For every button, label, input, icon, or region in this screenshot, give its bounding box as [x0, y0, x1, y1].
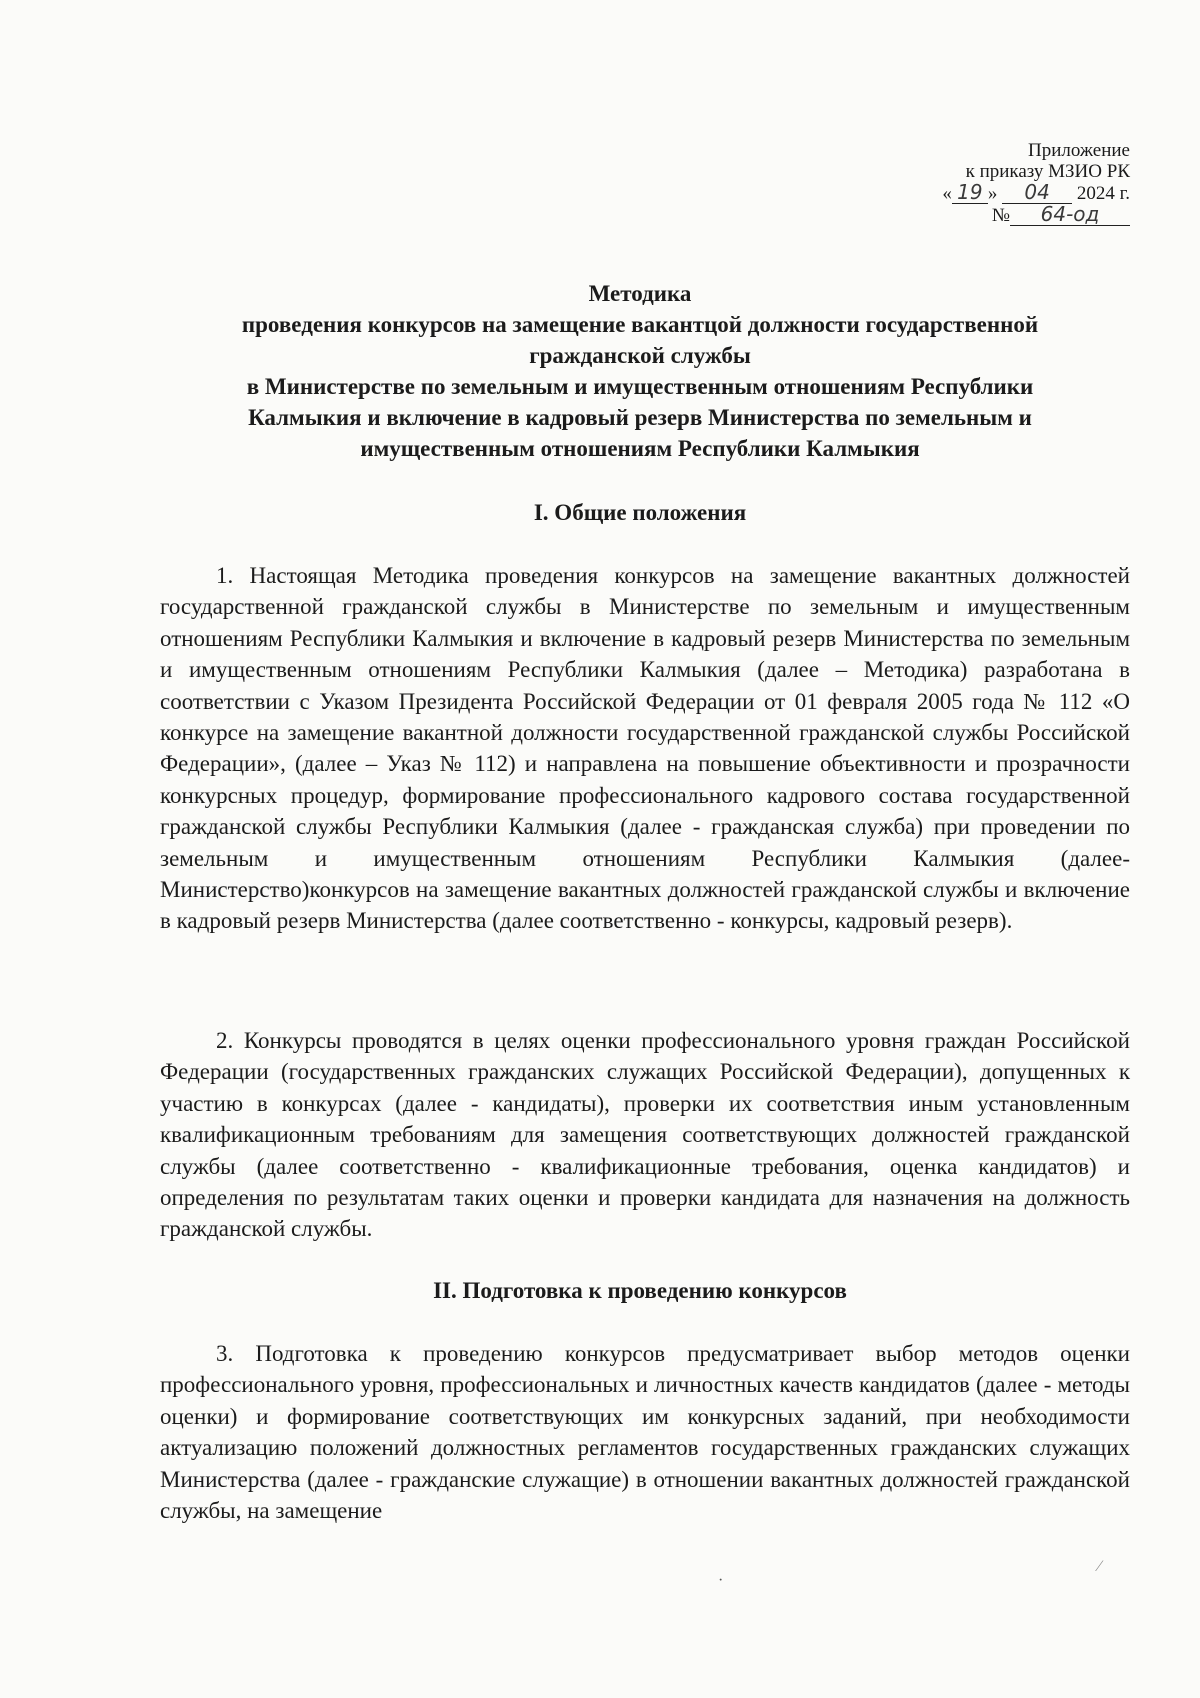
appendix-order-ref: к приказу МЗИО РК [965, 161, 1130, 182]
title-line-2: проведения конкурсов на замещение вакантцой должности государственной [241, 312, 1039, 337]
number-handwritten: 64-од [1010, 204, 1130, 226]
title-line-6: имущественным отношениям Республики Калмыкия [360, 436, 920, 461]
appendix-date [880, 182, 1130, 204]
section-heading-2: II. Подготовка к проведению конкурсов [433, 1278, 847, 1303]
date-close-quote: » [987, 183, 998, 204]
date-open-quote: « [942, 183, 952, 204]
title-line-4: в Министерстве по земельным и имущественным отношениям Республики [246, 374, 1034, 399]
paragraph-1: 1. Настоящая Методика проведения конкурсов на замещение вакантных должностей государственной гражданской службы в Министерстве по земельным и имущественным отношениям Республики Калмыкия и включение в кадровый резерв Министерства по земельным и имущественным отношениям Республики Калмыкия (далее – Методика) разработана в соответствии с Указом Президента Российской Федерации от 01 февраля 2005 года № 112 «О конкурсе на замещение вакантной должности государственной гражданской службы Российской Федерации», (далее – Указ № 112) и направлена на повышение объективности и прозрачности конкурсных процедур, формирование профессионального кадрового состава государственной гражданской службы Республики Калмыкия (далее - гражданская служба) при проведении по земельным и имущественным отношениям Республики Калмыкия (далее- Министерство)конкурсов на замещение вакантных должностей гражданской службы и включение в кадровый резерв Министерства (далее соответственно - конкурсы, кадровый резерв). [160, 563, 1130, 934]
appendix-block [880, 140, 1130, 226]
title-line-3: гражданской службы [529, 343, 751, 368]
number-label: № [991, 205, 1010, 226]
paragraph-2: 2. Конкурсы проводятся в целях оценки профессионального уровня граждан Российской Федерации (государственных гражданских служащих Российской Федерации), допущенных к участию в конкурсах (далее - кандидаты), проверки их соответствия иным установленным квалификационным требованиям для замещения соответствующих должностей гражданской службы (далее соответственно - квалификационные требования, оценка кандидатов) и определения по результатам таких оценки и проверки кандидата для назначения на должность гражданской службы. [160, 1028, 1130, 1242]
document-title [150, 278, 1130, 464]
appendix-number [880, 204, 1130, 226]
scan-corner-mark: ⁄ [1098, 1558, 1101, 1575]
date-day-handwritten: 19 [952, 182, 988, 204]
section-heading-1: I. Общие положения [533, 500, 747, 525]
date-month-handwritten: 04 [1002, 182, 1072, 204]
title-line-5: Калмыкия и включение в кадровый резерв Министерства по земельным и [248, 405, 1032, 430]
appendix-label: Приложение [1028, 140, 1130, 161]
date-year: 2024 г. [1076, 183, 1130, 204]
scan-dot-mark: · [718, 1572, 724, 1589]
title-line-1: Методика [588, 281, 692, 306]
paragraph-3: 3. Подготовка к проведению конкурсов предусматривает выбор методов оценки профессионального уровня, профессиональных и личностных качеств кандидатов (далее - методы оценки) и формирование соответствующих им конкурсных заданий, при необходимости актуализацию положений должностных регламентов государственных гражданских служащих Министерства (далее - гражданские служащие) в отношении вакантных должностей гражданской службы, на замещение [160, 1341, 1130, 1524]
